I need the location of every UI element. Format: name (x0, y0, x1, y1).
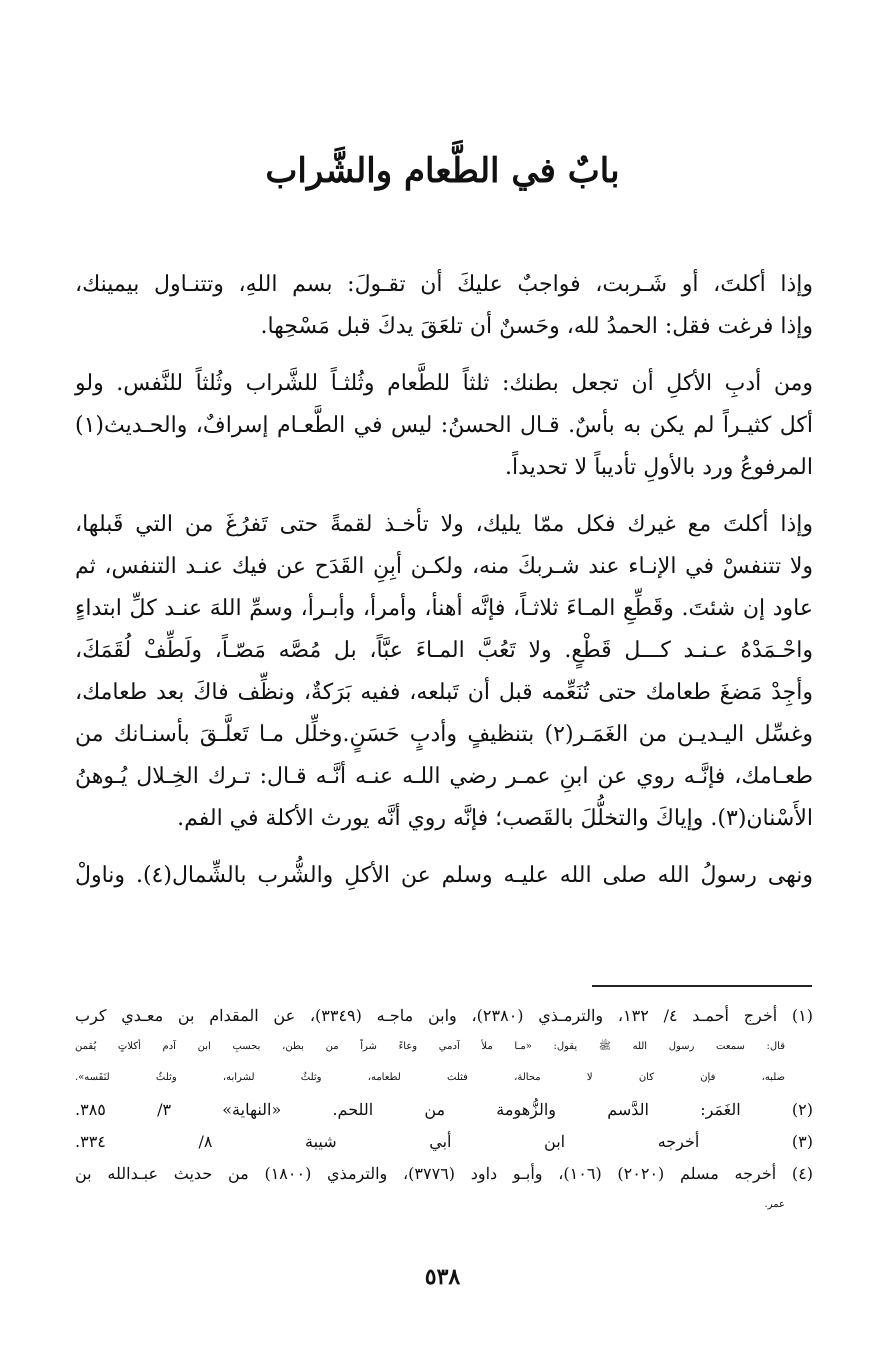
footnote-line: (٤) أخرجه مسلم (٢٠٢٠) (١٠٦)، وأبـو داود (٣٧٧٦)، والترمذي (١٨٠٠) من حديث عبـدالله بن (75, 1164, 814, 1183)
text-line: أكل كثيـراً لم يكن به بأسٌ. قـال الحسنُ: ليس في الطَّعـام إسرافٌ، والحـديث(١) (75, 413, 813, 438)
text-line: الأَسْنان(٣). وإياكَ والتخلُّلَ بالقَصب؛ فإنَّه روي أنَّه يورث الأكلة في الفم. (177, 806, 813, 831)
footnote-4 (75, 1158, 813, 1220)
footnote-line: (٢) الغَمَر: الدَّسم والزُّهومة من اللحم. «النهاية» ٣/ ٣٨٥. (75, 1100, 813, 1119)
text-line: وأجِدْ مَضغَ طعامك حتى تُنَعِّمه قبل أن تَبلعه، ففيه بَرَكةٌ، ونظِّف فاكَ بعد طعامك، (75, 680, 813, 705)
paragraph-4 (75, 855, 813, 897)
text-line: وإذا أكلتَ مع غيرك فكل ممّا يليك، ولا تأخـذ لقمةً حتى تَفرُغَ من التي قَبلها، (75, 512, 813, 537)
page-number: ٥٣٨ (424, 1264, 461, 1290)
footnote-line: قال: سمعت رسول الله ﷺ يقول: «مـا ملأ آدمي وعاءً شراً من بطن، بحسبِ ابن آدم أكلاتٍ يُقمن (75, 1041, 785, 1052)
footnote-line: (١) أخرج أحمـد ٤/ ١٣٢، والترمـذي (٢٣٨٠)، وابن ماجـه (٣٣٤٩)، عن المقدام بن معـدي كرب (75, 1006, 813, 1025)
text-line: عاود إن شئتَ. وقَطِّعِ المـاءَ ثلاثـاً، فإنَّه أهنأ، وأمرأ، وأبـرأ، وسمِّ اللهَ عنـد كلِّ ابتداءٍ (75, 596, 813, 621)
text-line: وإذا فرغت فقل: الحمدُ لله، وحَسنٌ أن تلعَقَ يدكَ قبل مَسْحِها. (260, 314, 813, 339)
main-text (75, 264, 813, 912)
paragraph-2 (75, 363, 813, 489)
text-line: ونهى رسولُ الله صلى الله عليـه وسلم عن الأكلِ والشُّرب بالشِّمال(٤). وناولْ (75, 863, 813, 888)
footnote-2 (75, 1094, 813, 1125)
text-line: واحْـمَدْهُ عـنـد كـــل قَطْعٍ. ولا تَعُبَّ المـاءَ عبَّاً، بل مُصَّه مَصّـاً، ولَطِّفْ لُقَمَكَ، (75, 638, 813, 663)
paragraph-3 (75, 504, 813, 840)
text-line: طعـامك، فإنَّـه روي عن ابنِ عمـر رضي اللـه عنـه أنَّـه قـال: تـرك الخِـلال يُـوهنُ (75, 764, 813, 789)
footnote-1 (75, 1000, 813, 1093)
text-line: وغسِّل اليـديـن من الغَمَـر(٢) بتنظيفٍ وأدبٍ حَسَنٍ.وخلِّل مـا تَعلَّـقَ بأسنـانك من (75, 722, 813, 747)
text-line: ولا تتنفسْ في الإنـاء عند شـربكَ منه، ولكـن أبِنِ القَدَح عن فيك عنـد التنفس، ثم (75, 554, 813, 579)
footnote-separator (592, 985, 812, 987)
footnote-line: صلبه، فإن كان لا محالة، فثلث لطعامه، وثلثٌ لشرابه، وثلثٌ لنَفَسه». (75, 1072, 785, 1083)
footnote-3 (75, 1126, 813, 1157)
text-line: المرفوعُ ورد بالأولِ تأديباً لا تحديداً. (505, 455, 813, 480)
text-line: ومن أدبِ الأكلِ أن تجعل بطنك: ثلثاً للطَّعام وثُلثـاً للشَّراب وثُلثاً للنَّفس. ولو (75, 371, 813, 396)
text-line: وإذا أكلتَ، أو شَـربت، فواجبٌ عليكَ أن تقـولَ: بسم اللهِ، وتتنـاول بيمينك، (75, 272, 813, 297)
footnotes (75, 1000, 813, 1221)
footnote-line: عمر. (764, 1199, 785, 1210)
footnote-line: (٣) أخرجه ابن أبي شيبة ٨/ ٣٣٤. (75, 1132, 813, 1151)
paragraph-1 (75, 264, 813, 348)
chapter-title: بابٌ في الطَّعام والشَّراب (265, 151, 620, 191)
